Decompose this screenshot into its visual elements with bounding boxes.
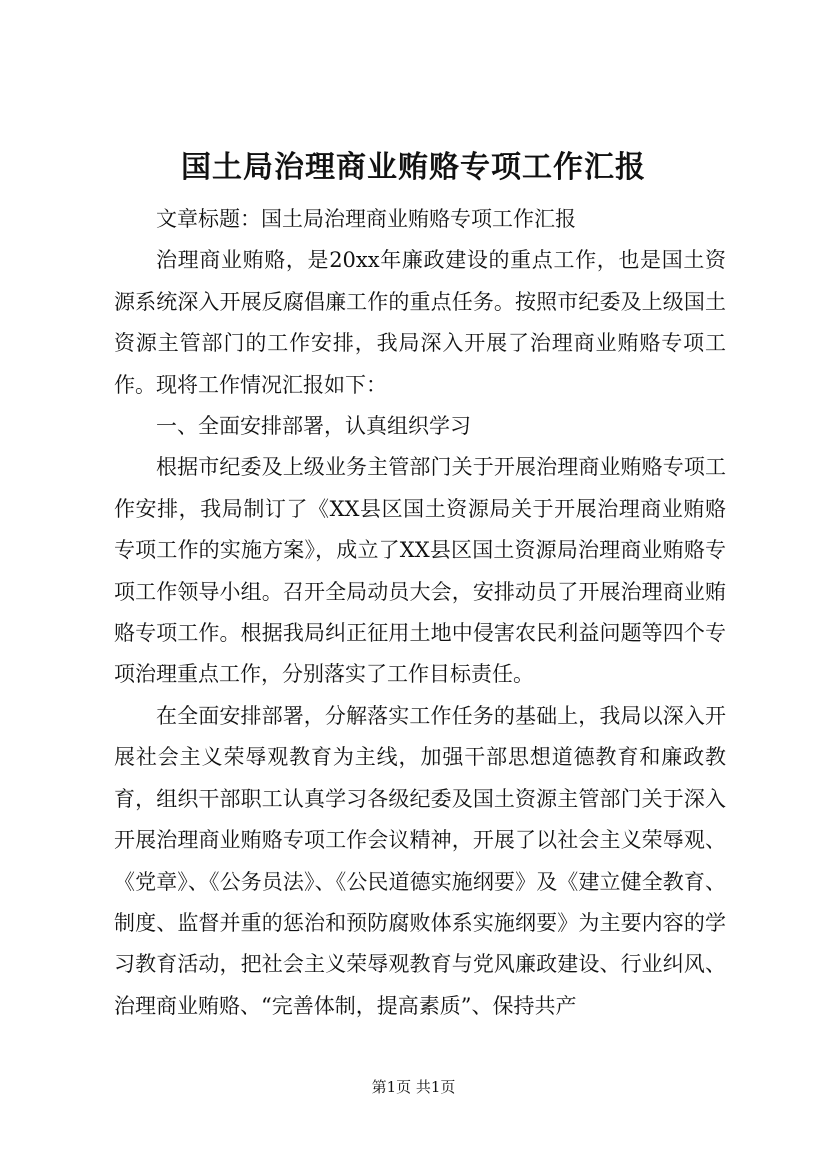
body-paragraph: 在全面安排部署，分解落实工作任务的基础上，我局以深入开展社会主义荣辱观教育为主线，加强干部思想道德教育和廉政教育，组织干部职工认真学习各级纪委及国土资源主管部门关于深入开展治理商业贿赂专项工作会议精神，开展了以社会主义荣辱观、《党章》、《公务员法》、《公民道德实施纲要》及《建立健全教育、制度、监督并重的惩治和预防腐败体系实施纲要》为主要内容的学习教育活动，把社会主义荣辱观教育与党风廉政建设、行业纠风、治理商业贿赂、“完善体制，提高素质”、保持共产 xyxy=(114,703,726,1018)
document-body xyxy=(114,199,726,1027)
intro-paragraph: 治理商业贿赂，是20xx年廉政建设的重点工作，也是国土资源系统深入开展反腐倡廉工作的重点任务。按照市纪委及上级国土资源主管部门的工作安排，我局深入开展了治理商业贿赂专项工作。现将工作情况汇报如下： xyxy=(114,248,726,397)
article-title-line: 文章标题：国土局治理商业贿赂专项工作汇报 xyxy=(156,207,576,231)
body-paragraph: 根据市纪委及上级业务主管部门关于开展治理商业贿赂专项工作安排，我局制订了《XX县区国土资源局关于开展治理商业贿赂专项工作的实施方案》，成立了XX县区国土资源局治理商业贿赂专项工作领导小组。召开全局动员大会，安排动员了开展治理商业贿赂专项工作。根据我局纠正征用土地中侵害农民利益问题等四个专项治理重点工作，分别落实了工作目标责任。 xyxy=(114,455,726,687)
document-title: 国土局治理商业贿赂专项工作汇报 xyxy=(181,150,646,185)
section-heading: 一、全面安排部署，认真组织学习 xyxy=(156,414,471,439)
page-footer: 第1页 共1页 xyxy=(371,1078,456,1096)
